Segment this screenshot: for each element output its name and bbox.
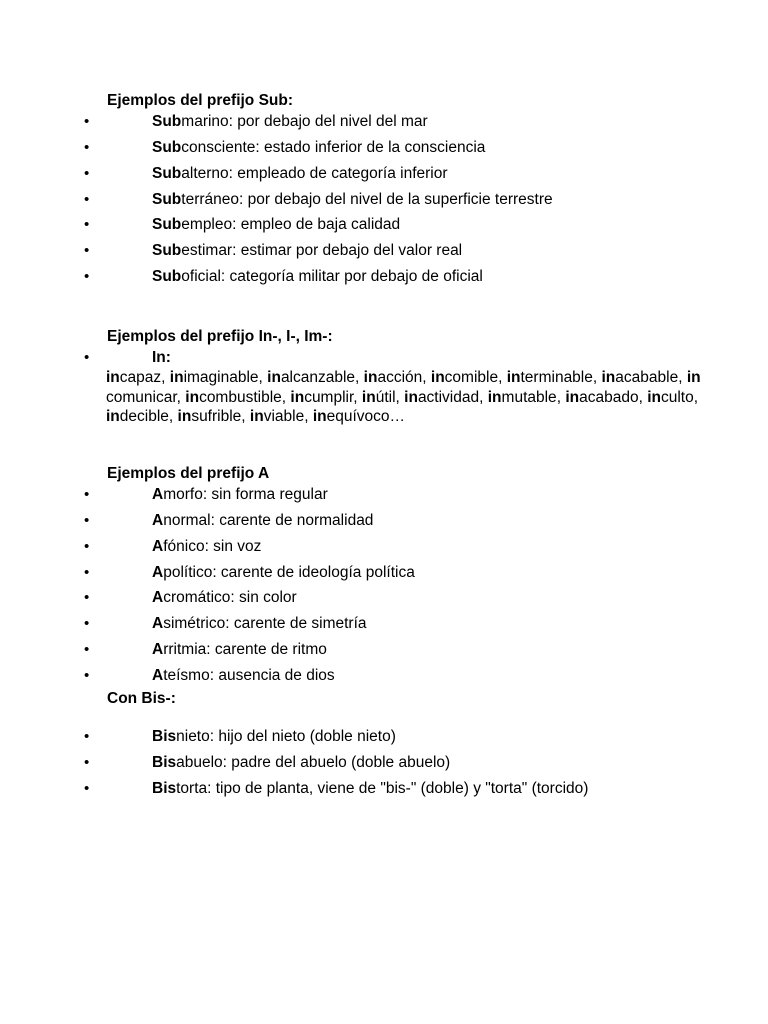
list-item [0,640,768,660]
item-prefix: A [152,589,164,606]
word-prefix: in [686,369,701,386]
bullet-icon: • [84,216,90,233]
word-prefix: in [601,369,616,386]
item-text: nieto: hijo del nieto (doble nieto) [176,728,396,745]
item-text: simétrico: carente de simetría [163,615,367,632]
item-prefix: In: [152,349,171,366]
in-words-paragraph: incapaz, inimaginable, inalcanzable, inacción, incomible, interminable, inacabable, incomunicar, incombustible, incumplir, inútil, inactividad, inmutable, inacabado, inculto, indecible, insufrible, inviable, inequívoco… [106,369,701,425]
section-heading-bis: Con Bis-: [107,690,176,707]
bullet-icon: • [84,139,90,156]
list-item [0,138,768,158]
item-prefix: Sub [152,242,182,259]
list-item [0,164,768,184]
word-prefix: in [185,388,200,406]
bullet-icon: • [84,191,90,208]
list-item [0,588,768,608]
word-rest: cumplir [304,388,354,406]
item-prefix: Bis [152,754,177,771]
item-prefix: Bis [152,780,177,797]
item-text: teísmo: ausencia de dios [163,667,335,684]
list-item [0,485,768,505]
word-prefix: in [565,388,580,406]
item-text: normal: carente de normalidad [163,512,374,529]
bullet-icon: • [84,615,90,632]
word-prefix: in [430,369,445,386]
list-item [0,511,768,531]
word-rest: acabado [579,388,639,406]
word-prefix: in [404,388,418,406]
word-rest: útil [375,388,396,406]
word-rest: sufrible [191,408,242,425]
word-prefix: in [506,369,521,386]
word-prefix: in [363,369,378,386]
item-text: fónico: sin voz [163,538,262,555]
list-item [0,666,768,686]
word-rest: acabable [615,369,679,386]
item-text: morfo: sin forma regular [163,486,328,503]
word-prefix: in [312,408,327,425]
word-prefix: in [290,388,305,406]
word-prefix: in [177,408,192,425]
word-rest: comunicar [106,388,177,406]
word-rest: combustible [199,388,282,406]
word-prefix: in [249,408,264,425]
section-heading-a: Ejemplos del prefijo A [107,465,270,482]
word-rest: actividad [417,388,480,406]
word-rest: decible [119,408,169,425]
word-rest: imaginable [183,369,259,386]
item-prefix: A [152,641,164,658]
bullet-icon: • [84,268,90,285]
section-heading-sub: Ejemplos del prefijo Sub: [107,92,294,109]
word-prefix: in [106,408,120,425]
list-item [0,190,768,210]
bullet-icon: • [84,641,90,658]
bullet-icon: • [84,165,90,182]
list-item [0,753,768,773]
item-text: empleo: empleo de baja calidad [181,216,401,233]
word-prefix: in [361,388,376,406]
item-text: estimar: estimar por debajo del valor real [181,242,463,259]
item-text: cromático: sin color [163,589,297,606]
item-text: marino: por debajo del nivel del mar [181,113,428,130]
item-text: político: carente de ideología política [163,564,415,581]
word-prefix: in [169,369,184,386]
item-prefix: A [152,564,164,581]
item-text: alterno: empleado de categoría inferior [181,165,448,182]
word-rest: comible [444,369,499,386]
item-prefix: A [152,667,164,684]
item-text: terráneo: por debajo del nivel de la superficie terrestre [181,191,553,208]
item-text: consciente: estado inferior de la consciencia [181,139,486,156]
list-item [0,614,768,634]
list-item [0,537,768,557]
item-text: rritmia: carente de ritmo [163,641,327,658]
bullet-icon: • [84,538,90,555]
item-prefix: A [152,615,164,632]
bullet-icon: • [84,113,90,130]
list-item [0,348,768,368]
section-heading-in: Ejemplos del prefijo In-, I-, Im-: [107,328,333,345]
bullet-icon: • [84,512,90,529]
item-prefix: A [152,486,164,503]
bullet-icon: • [84,349,90,366]
item-prefix: A [152,538,164,555]
bullet-icon: • [84,486,90,503]
list-item [0,563,768,583]
bullet-icon: • [84,728,90,745]
bullet-icon: • [84,589,90,606]
bullet-icon: • [84,564,90,581]
list-item [0,727,768,747]
item-prefix: Sub [152,191,182,208]
word-rest: culto [660,388,694,406]
item-prefix: Sub [152,113,182,130]
word-rest: viable [263,408,305,425]
item-text: torta: tipo de planta, viene de "bis-" (doble) y "torta" (torcido) [176,780,589,797]
item-prefix: A [152,512,164,529]
bullet-icon: • [84,780,90,797]
word-prefix: in [267,369,281,386]
list-item [0,779,768,799]
word-prefix: in [487,388,502,406]
bullet-icon: • [84,242,90,259]
bullet-icon: • [84,754,90,771]
list-item [0,267,768,287]
word-rest: terminable [520,369,593,386]
word-prefix: in [106,369,120,386]
word-rest: equívoco… [326,408,406,425]
item-prefix: Bis [152,728,177,745]
list-item [0,215,768,235]
list-item [0,241,768,261]
word-rest: alcanzable [280,369,356,386]
item-prefix: Sub [152,165,182,182]
word-rest: acción [377,369,423,386]
list-item [0,112,768,132]
word-prefix: in [647,388,661,406]
item-prefix: Sub [152,216,182,233]
bullet-icon: • [84,667,90,684]
item-prefix: Sub [152,139,182,156]
item-prefix: Sub [152,268,182,285]
item-text: oficial: categoría militar por debajo de oficial [181,268,483,285]
item-text: abuelo: padre del abuelo (doble abuelo) [176,754,451,771]
word-rest: capaz [119,369,162,386]
word-rest: mutable [501,388,557,406]
